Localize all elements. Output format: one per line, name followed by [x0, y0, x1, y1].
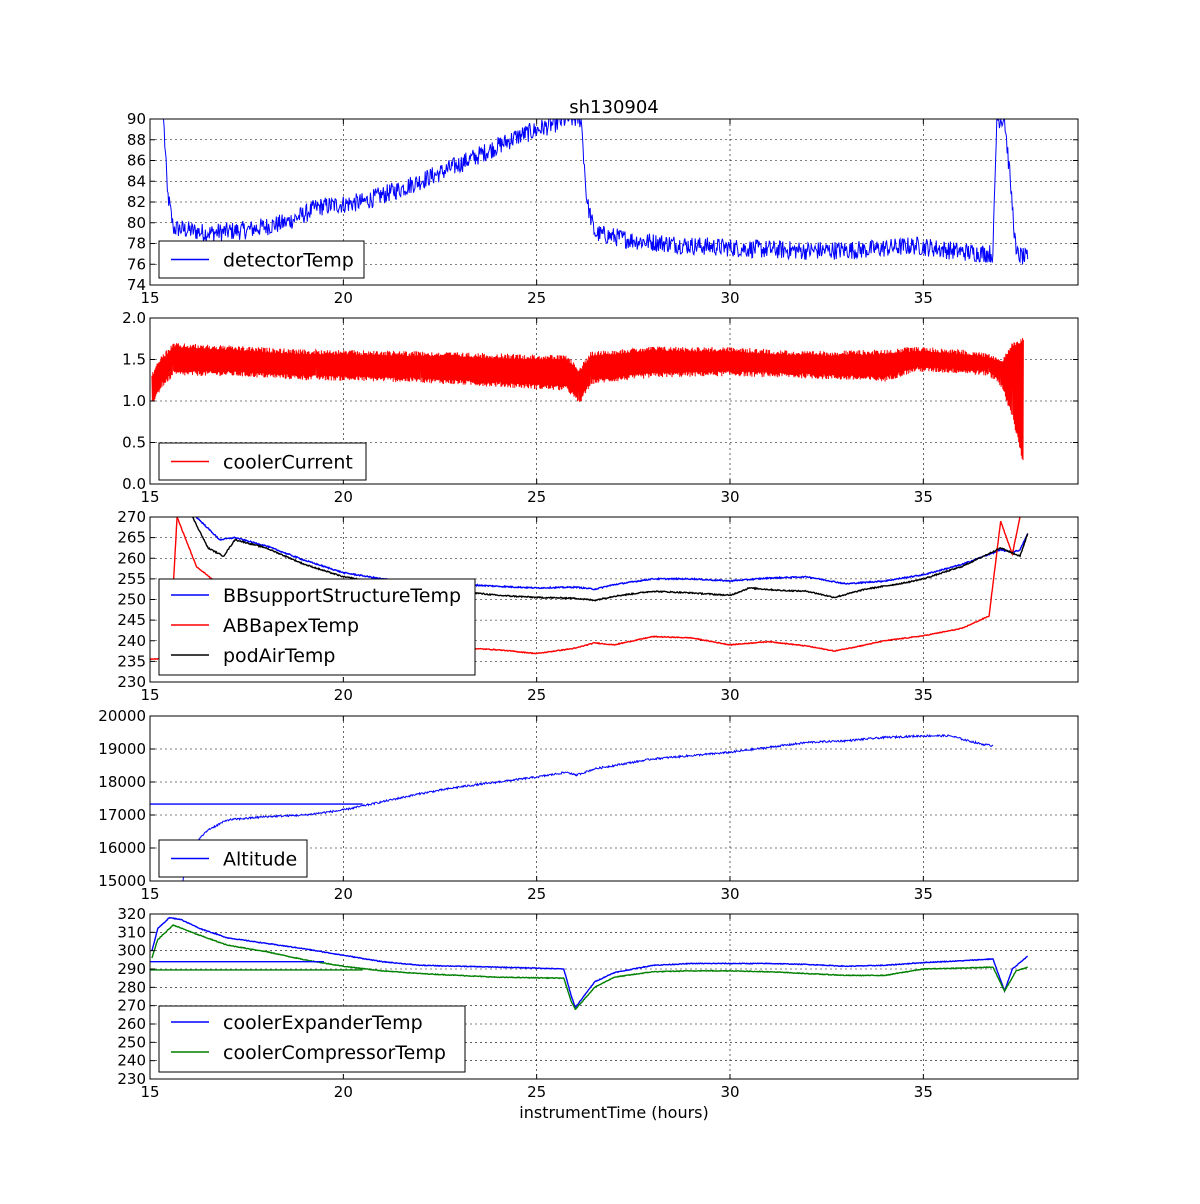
- y-tick-label: 1.5: [122, 350, 146, 369]
- x-tick-label: 15: [140, 686, 160, 704]
- y-tick-label: 88: [126, 130, 146, 149]
- y-tick-label: 270: [117, 996, 146, 1015]
- x-tick-label: 20: [333, 885, 353, 903]
- x-tick-label: 20: [333, 289, 353, 307]
- x-tick-label: 25: [527, 488, 547, 506]
- y-tick-label: 74: [126, 276, 146, 294]
- series-line-1: [152, 918, 1028, 1008]
- x-tick-label: 30: [720, 289, 740, 307]
- y-tick-label: 245: [117, 611, 146, 630]
- series-line-2: [152, 925, 1028, 1009]
- y-tick-label: 300: [117, 941, 146, 960]
- subplot-5: [117, 905, 1078, 1101]
- x-tick-label: 35: [913, 289, 933, 307]
- legend-label: detectorTemp: [223, 249, 354, 272]
- y-tick-label: 80: [126, 213, 146, 232]
- y-tick-label: 255: [117, 569, 146, 588]
- x-axis-label: instrumentTime (hours): [519, 1103, 709, 1122]
- x-tick-label: 25: [527, 885, 547, 903]
- legend: [159, 1006, 465, 1072]
- x-tick-label: 20: [333, 686, 353, 704]
- y-tick-label: 19000: [98, 740, 146, 758]
- x-tick-label: 15: [140, 289, 160, 307]
- y-tick-label: 270: [117, 508, 146, 526]
- y-tick-label: 18000: [98, 773, 146, 791]
- x-tick-label: 35: [913, 686, 933, 704]
- y-tick-label: 82: [126, 193, 146, 211]
- legend-label: coolerExpanderTemp: [223, 1012, 423, 1034]
- y-tick-label: 230: [117, 1070, 146, 1088]
- legend: [159, 443, 366, 480]
- plot-area: [150, 918, 1028, 1010]
- legend: [159, 579, 475, 675]
- y-tick-label: 76: [126, 255, 146, 274]
- x-tick-label: 15: [140, 488, 160, 506]
- x-tick-label: 15: [140, 1083, 160, 1101]
- subplot-2: [122, 309, 1078, 506]
- y-tick-label: 0.5: [122, 433, 146, 452]
- legend-label: Altitude: [223, 848, 298, 871]
- x-tick-label: 35: [913, 885, 933, 903]
- x-tick-label: 25: [527, 1083, 547, 1101]
- y-tick-label: 84: [126, 172, 146, 191]
- y-tick-label: 310: [117, 923, 146, 942]
- y-tick-label: 230: [117, 673, 146, 691]
- legend-label: ABBapexTemp: [223, 615, 360, 637]
- subplot-4: [98, 707, 1078, 903]
- series-line-1: [152, 338, 1024, 460]
- y-tick-label: 2.0: [122, 309, 146, 327]
- plot-area: [152, 338, 1024, 460]
- x-tick-label: 30: [720, 885, 740, 903]
- y-tick-label: 16000: [98, 839, 146, 857]
- x-tick-label: 20: [333, 1083, 353, 1101]
- x-tick-label: 35: [913, 1083, 933, 1101]
- y-tick-label: 17000: [98, 806, 146, 824]
- x-tick-label: 15: [140, 885, 160, 903]
- y-tick-label: 20000: [98, 707, 146, 725]
- y-tick-label: 90: [126, 110, 146, 128]
- x-tick-label: 25: [527, 289, 547, 307]
- x-tick-label: 30: [720, 488, 740, 506]
- y-tick-label: 240: [117, 631, 146, 650]
- y-tick-label: 280: [117, 978, 146, 997]
- x-tick-label: 30: [720, 1083, 740, 1101]
- x-tick-label: 25: [527, 686, 547, 704]
- y-tick-label: 235: [117, 652, 146, 671]
- x-tick-label: 30: [720, 686, 740, 704]
- legend: [159, 241, 364, 278]
- y-tick-label: 260: [117, 549, 146, 568]
- y-tick-label: 15000: [98, 872, 146, 890]
- y-tick-label: 250: [117, 590, 146, 609]
- figure-title: sh130904: [569, 97, 659, 118]
- y-tick-label: 78: [126, 234, 146, 253]
- legend-label: BBsupportStructureTemp: [223, 585, 462, 607]
- y-tick-label: 1.0: [122, 392, 146, 410]
- y-tick-label: 86: [126, 151, 146, 170]
- y-tick-label: 265: [117, 528, 146, 547]
- y-tick-label: 0.0: [122, 475, 146, 493]
- subplot-1: [127, 110, 1078, 307]
- y-tick-label: 240: [117, 1051, 146, 1070]
- y-tick-label: 290: [117, 960, 146, 978]
- legend: [159, 840, 307, 877]
- y-tick-label: 260: [117, 1015, 146, 1033]
- subplot-3: [117, 508, 1078, 704]
- x-tick-label: 20: [333, 488, 353, 506]
- y-tick-label: 250: [117, 1033, 146, 1052]
- legend-label: coolerCurrent: [223, 451, 353, 474]
- legend-label: podAirTemp: [223, 645, 336, 667]
- x-tick-label: 35: [913, 488, 933, 506]
- y-tick-label: 320: [117, 905, 146, 923]
- legend-label: coolerCompressorTemp: [223, 1042, 446, 1064]
